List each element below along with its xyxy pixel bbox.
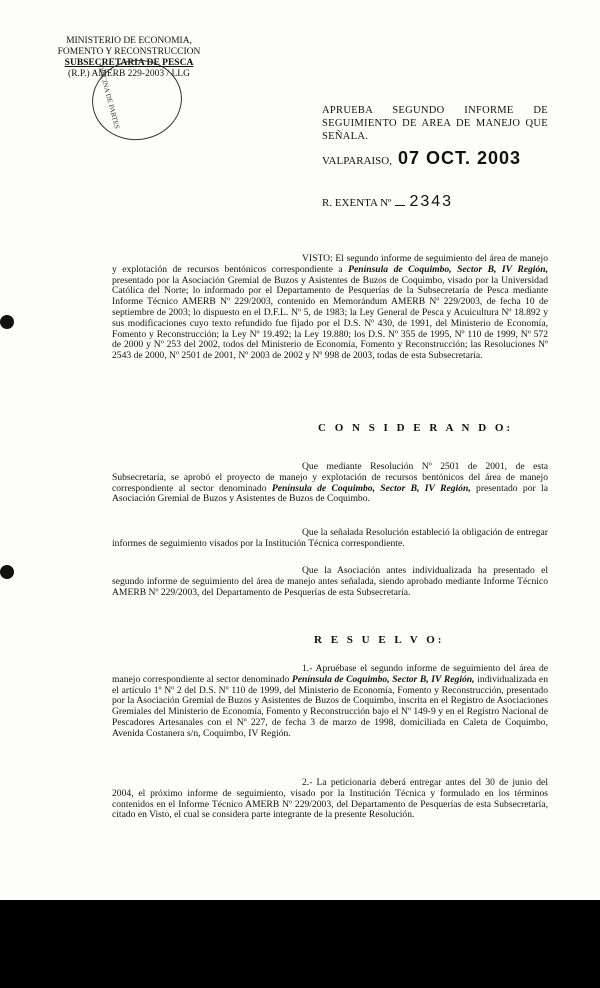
resuelvo-paragraph-2 bbox=[112, 778, 548, 821]
res-text: 2.- La peticionaria deberá entregar antes del 30 de junio del 2004, el próximo informe de seguimiento, visado por la Institución Técnica y formulado en los términos contenidos en el Informe Técnico AMERB Nº 229/2003, del Departamento de Pesquerías de esta Subsecretaría, citado en Visto, el cual se considera parte integrante de la presente Resolución. bbox=[112, 777, 548, 821]
header-line: SUBSECRETARIA DE PESCA bbox=[64, 58, 194, 68]
considerando-heading: C O N S I D E R A N D O: bbox=[318, 422, 514, 434]
punch-hole bbox=[0, 315, 14, 329]
exenta-line bbox=[322, 193, 453, 211]
considerando-paragraph-1 bbox=[112, 462, 548, 505]
date-line bbox=[322, 148, 521, 169]
visto-text: presentado por la Asociación Gremial de Buzos y Asistentes de Buzos de Coquimbo, visado por la Universidad Católica del Norte; lo informado por el Departamento de Pesquerías de la Subsecretaría de Pesca mediante Informe Técnico AMERB Nº 229/2003, contenido en Memorándum AMERB Nº 229/2003, de fecha 10 de septiembre de 2003; lo dispuesto en el D.F.L. Nº 5, de 1983; la Ley General de Pesca y Acuicultura Nº 18.892 y sus modificaciones cuyo texto refundido fue fijado por el D.S. Nº 430, de 1991, del Ministerio de Economía, Fomento y Reconstrucción; la Ley Nº 19.492; la Ley 19.880; los D.S. Nº 355 de 1995, Nº 110 de 1999, Nº 572 de 2000 y Nº 253 del 2002, todos del Ministerio de Economía, Fomento y Reconstrucción; las Resoluciones Nº 2543 de 2000, Nº 2501 de 2001, Nº 2003 de 2002 y Nº 998 de 2003, todas de esta Subsecretaría. bbox=[112, 274, 548, 362]
header-line: MINISTERIO DE ECONOMIA, bbox=[66, 36, 192, 46]
considerando-paragraph-2 bbox=[112, 528, 548, 550]
considerando-paragraph-3 bbox=[112, 566, 548, 598]
res-text: 1.- Apruébase el segundo informe de seguimiento del área de manejo correspondiente al sector denominado bbox=[112, 663, 548, 685]
exenta-number: 2343 bbox=[409, 193, 454, 210]
visto-lead: VISTO: El segundo informe de seguimiento del área bbox=[302, 253, 506, 264]
date-place: VALPARAISO, bbox=[322, 155, 392, 167]
cons-text: presentado por la Asociación Gremial de Buzos y Asistentes de Buzos de Coquimbo. bbox=[112, 482, 548, 505]
visto-text: de manejo y explotación de recursos bentónicos correspondiente a bbox=[112, 253, 548, 275]
exenta-blank bbox=[395, 205, 405, 206]
exenta-label: R. EXENTA Nº bbox=[322, 197, 392, 209]
punch-hole bbox=[0, 565, 14, 579]
cons-italic: Península de Coquimbo, Sector B, IV Región, bbox=[271, 482, 471, 494]
cons-text: Que la Asociación antes individualizada ha presentado el segundo informe de seguimiento del área de manejo antes señalada, siendo aprobado mediante Informe Técnico AMERB Nº 229/2003, del Departamento de Pesquerías de esta Subsecretaría. bbox=[112, 565, 548, 598]
header-line: FOMENTO Y RECONSTRUCCION bbox=[57, 47, 201, 57]
stamp-text: OFICINA DE PARTES bbox=[96, 64, 122, 130]
visto-paragraph bbox=[112, 254, 548, 362]
resuelvo-heading: R E S U E L V O: bbox=[314, 634, 445, 646]
cons-text: Que la señalada Resolución estableció la obligación de entregar informes de seguimiento visados por la Institución Técnica correspondiente. bbox=[112, 527, 548, 549]
cons-text: Que mediante Resolución Nº 2501 de 2001, de esta Subsecretaría, se aprobó el proyecto de manejo y explotación de recursos bentónicos del área de manejo correspondiente al sector denominado bbox=[112, 461, 548, 494]
res-italic: Península de Coquimbo, Sector B, IV Región, bbox=[291, 673, 475, 685]
resuelvo-paragraph-1 bbox=[112, 664, 548, 740]
header-ref: (R.P.) AMERB 229-2003 / LLG bbox=[68, 69, 190, 79]
visto-italic: Península de Coquimbo, Sector B, IV Región, bbox=[348, 263, 548, 275]
resolution-subject: APRUEBA SEGUNDO INFORME DE SEGUIMIENTO DE AREA DE MANEJO QUE SEÑALA. bbox=[322, 105, 548, 142]
date-value: 07 OCT. 2003 bbox=[398, 148, 522, 168]
res-text: individualizada en el artículo 1º Nº 2 del D.S. Nº 110 de 1999, del Ministerio de Economía, Fomento y Reconstrucción, presentado por la Asociación Gremial de Buzos y Asistentes de Buzos de Coquimbo, inscrita en el Registro de Asociaciones Gremiales del Ministerio de Economía, Fomento y Reconstrucción bajo el Nº 149-9 y en el Registro Nacional de Pescadores Artesanales con el Nº 227, de fecha 3 de marzo de 1998, domiciliada en Caleta de Coquimbo, Avenida Costanera s/n, Coquimbo, IV Región. bbox=[112, 673, 548, 739]
